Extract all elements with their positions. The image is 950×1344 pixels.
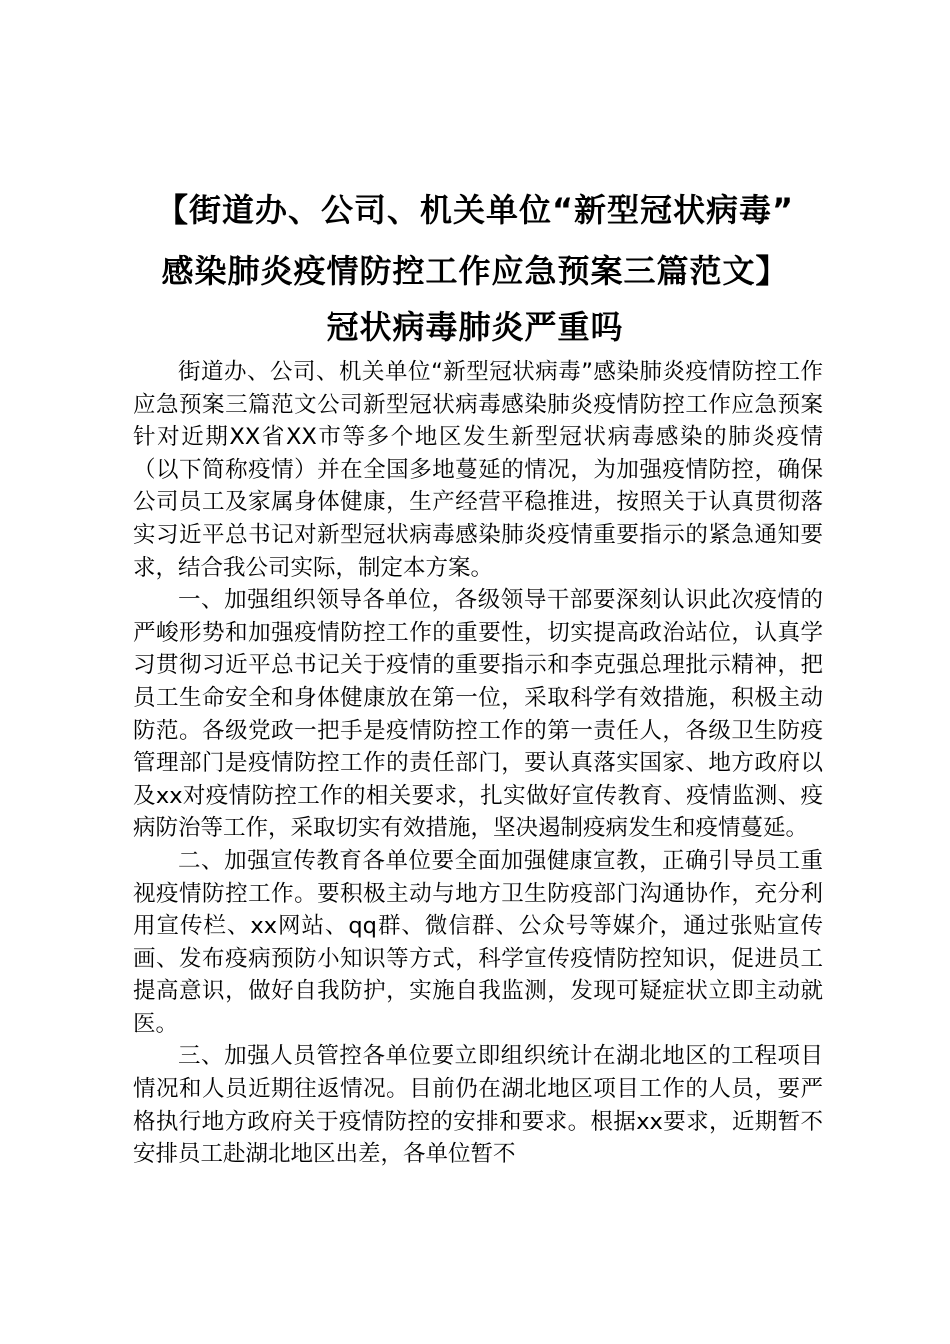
paragraph-section-3: 三、加强人员管控各单位要立即组织统计在湖北地区的工程项目情况和人员近期往返情况。目前仍在湖北地区项目工作的人员，要严格执行地方政府关于疫情防控的安排和要求。根据xx要求，近期暂不安排员工赴湖北地区出差，各单位暂不 xyxy=(133,1043,823,1168)
paragraph-intro: 街道办、公司、机关单位“新型冠状病毒”感染肺炎疫情防控工作应急预案三篇范文公司新型冠状病毒感染肺炎疫情防控工作应急预案针对近期XX省XX市等多个地区发生新型冠状病毒感染的肺炎疫情（以下简称疫情）并在全国多地蔓延的情况，为加强疫情防控，确保公司员工及家属身体健康，生产经营平稳推进，按照关于认真贯彻落实习近平总书记对新型冠状病毒感染肺炎疫情重要指示的紧急通知要求，结合我公司实际，制定本方案。 xyxy=(133,359,823,581)
document-body xyxy=(133,356,823,1171)
document-title-line-2: 感染肺炎疫情防控工作应急预案三篇范文】 xyxy=(161,252,789,290)
paragraph-section-2: 二、加强宣传教育各单位要全面加强健康宣教，正确引导员工重视疫情防控工作。要积极主动与地方卫生防疫部门沟通协作，充分利用宣传栏、xx网站、qq群、微信群、公众号等媒介，通过张贴宣传画、发布疫病预防小知识等方式，科学宣传疫情防控知识，促进员工提高意识，做好自我防护，实施自我监测，发现可疑症状立即主动就医。 xyxy=(133,847,823,1037)
document-title-line-1: 【街道办、公司、机关单位“新型冠状病毒” xyxy=(155,191,795,229)
document-title-line-3: 冠状病毒肺炎严重吗 xyxy=(326,308,624,346)
paragraph-section-1: 一、加强组织领导各单位，各级领导干部要深刻认识此次疫情的严峻形势和加强疫情防控工作的重要性，切实提高政治站位，认真学习贯彻习近平总书记关于疫情的重要指示和李克强总理批示精神，把员工生命安全和身体健康放在第一位，采取科学有效措施，积极主动防范。各级党政一把手是疫情防控工作的第一责任人，各级卫生防疫管理部门是疫情防控工作的责任部门，要认真落实国家、地方政府以及xx对疫情防控工作的相关要求，扎实做好宣传教育、疫情监测、疫病防治等工作，采取切实有效措施，坚决遏制疫病发生和疫情蔓延。 xyxy=(133,587,823,842)
